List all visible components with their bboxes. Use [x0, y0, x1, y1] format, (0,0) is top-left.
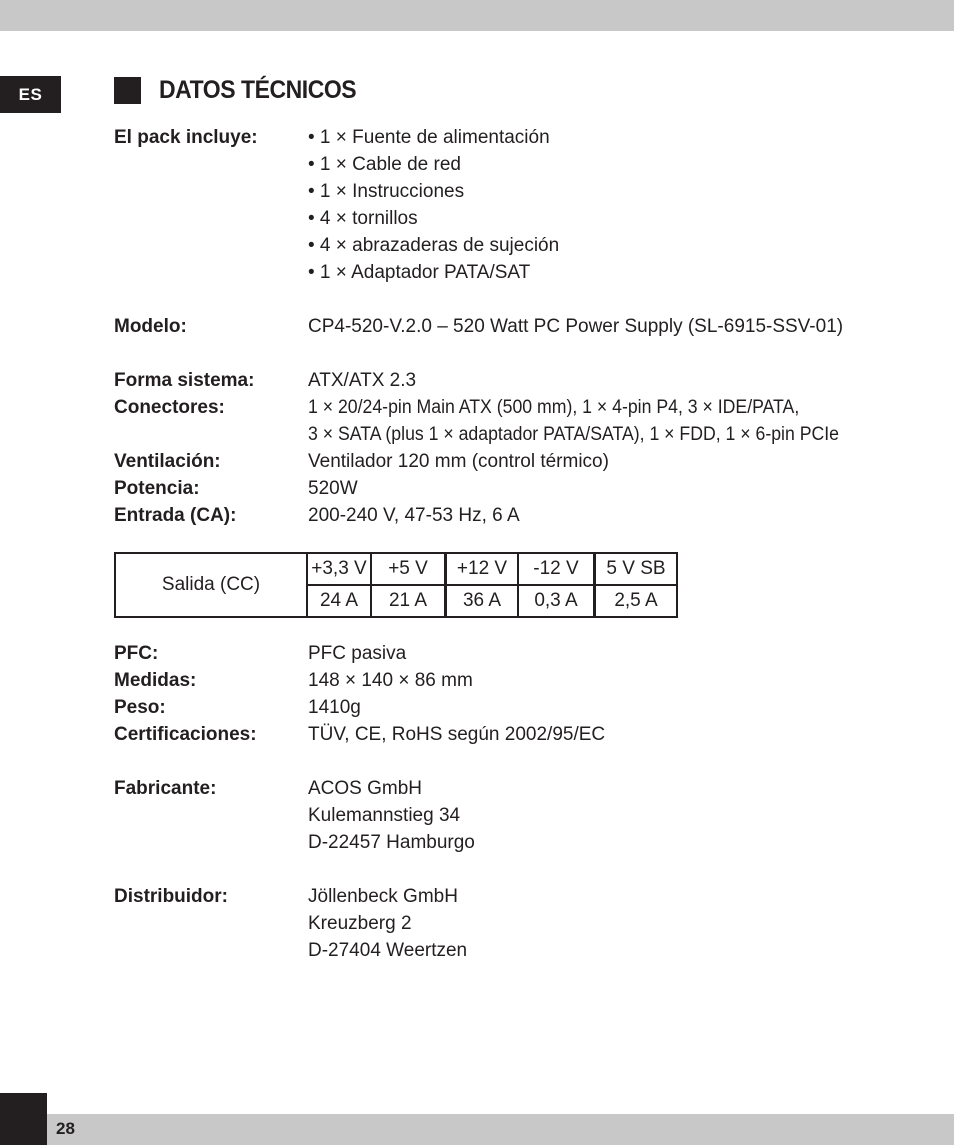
address-line: D-22457 Hamburgo	[308, 832, 475, 853]
spec-value: 148 × 140 × 86 mm	[308, 670, 473, 691]
voltage-cell: +5 V	[371, 553, 446, 585]
spec-label: Entrada (CA):	[114, 505, 237, 526]
spec-row-pack	[114, 124, 894, 286]
spec-label: Peso:	[114, 697, 166, 718]
spec-value: 520W	[308, 478, 358, 499]
address-line: Jöllenbeck GmbH	[308, 886, 458, 907]
spec-label: Conectores:	[114, 397, 225, 418]
current-cell: 21 A	[371, 585, 446, 617]
spec-row-modelo	[114, 313, 894, 340]
pack-item: • 4 × abrazaderas de sujeción	[308, 235, 560, 256]
current-cell: 2,5 A	[595, 585, 678, 617]
spec-list-bottom	[114, 640, 894, 964]
heading-marker	[114, 77, 141, 104]
spec-label: El pack incluye:	[114, 127, 258, 148]
spec-list-top	[114, 124, 894, 529]
voltage-cell: -12 V	[518, 553, 595, 585]
spec-value: ATX/ATX 2.3	[308, 370, 417, 391]
voltage-cell: +3,3 V	[307, 553, 371, 585]
pack-item: • 1 × Instrucciones	[308, 181, 465, 202]
voltage-cell: +12 V	[446, 553, 519, 585]
spec-row-forma	[114, 367, 894, 394]
spec-label: Medidas:	[114, 670, 197, 691]
spec-row-distribuidor	[114, 883, 894, 964]
language-tab: ES	[0, 76, 61, 113]
spec-row-entrada	[114, 502, 894, 529]
voltage-cell: 5 V SB	[595, 553, 678, 585]
current-cell: 24 A	[307, 585, 371, 617]
spec-row-certificaciones	[114, 721, 894, 748]
pack-item: • 1 × Cable de red	[308, 154, 461, 175]
spec-label: Potencia:	[114, 478, 200, 499]
spec-label: Forma sistema:	[114, 370, 255, 391]
spec-label: Distribuidor:	[114, 886, 228, 907]
spec-value: 3 × SATA (plus 1 × adaptador PATA/SATA), 1 × FDD, 1 × 6-pin PCIe	[308, 424, 840, 445]
spec-value: TÜV, CE, RoHS según 2002/95/EC	[308, 724, 606, 745]
spec-value: 200-240 V, 47-53 Hz, 6 A	[308, 505, 520, 526]
spec-value: 1 × 20/24-pin Main ATX (500 mm), 1 × 4-pin P4, 3 × IDE/PATA,	[308, 397, 800, 418]
spec-row-peso	[114, 694, 894, 721]
page-title: DATOS TÉCNICOS	[159, 76, 357, 104]
page-corner-block	[0, 1093, 47, 1145]
spec-label: Fabricante:	[114, 778, 217, 799]
table-row	[115, 553, 677, 585]
pack-item: • 4 × tornillos	[308, 208, 418, 229]
spec-row-fabricante	[114, 775, 894, 856]
address-line: Kreuzberg 2	[308, 913, 412, 934]
spec-value: PFC pasiva	[308, 643, 407, 664]
current-cell: 36 A	[446, 585, 519, 617]
bottom-bar	[47, 1114, 954, 1145]
spec-value: 1410g	[308, 697, 361, 718]
top-bar	[0, 0, 954, 31]
spec-label: Ventilación:	[114, 451, 221, 472]
pack-item: • 1 × Fuente de alimentación	[308, 127, 550, 148]
output-table	[114, 552, 678, 618]
spec-label: Modelo:	[114, 316, 187, 337]
spec-row-ventilacion	[114, 448, 894, 475]
spec-row-conectores	[114, 394, 894, 448]
address-line: D-27404 Weertzen	[308, 940, 468, 961]
spec-label: Certificaciones:	[114, 724, 257, 745]
pack-item: • 1 × Adaptador PATA/SAT	[308, 262, 531, 283]
spec-row-medidas	[114, 667, 894, 694]
address-line: Kulemannstieg 34	[308, 805, 461, 826]
spec-row-pfc	[114, 640, 894, 667]
pack-items	[308, 124, 894, 286]
page-number: 28	[56, 1119, 75, 1138]
spec-row-potencia	[114, 475, 894, 502]
address-line: ACOS GmbH	[308, 778, 423, 799]
spec-value: Ventilador 120 mm (control térmico)	[308, 451, 609, 472]
spec-label: PFC:	[114, 643, 159, 664]
current-cell: 0,3 A	[518, 585, 595, 617]
spec-value: CP4-520-V.2.0 – 520 Watt PC Power Supply (SL-6915-SSV-01)	[308, 316, 844, 337]
table-row-label: Salida (CC)	[115, 553, 307, 617]
